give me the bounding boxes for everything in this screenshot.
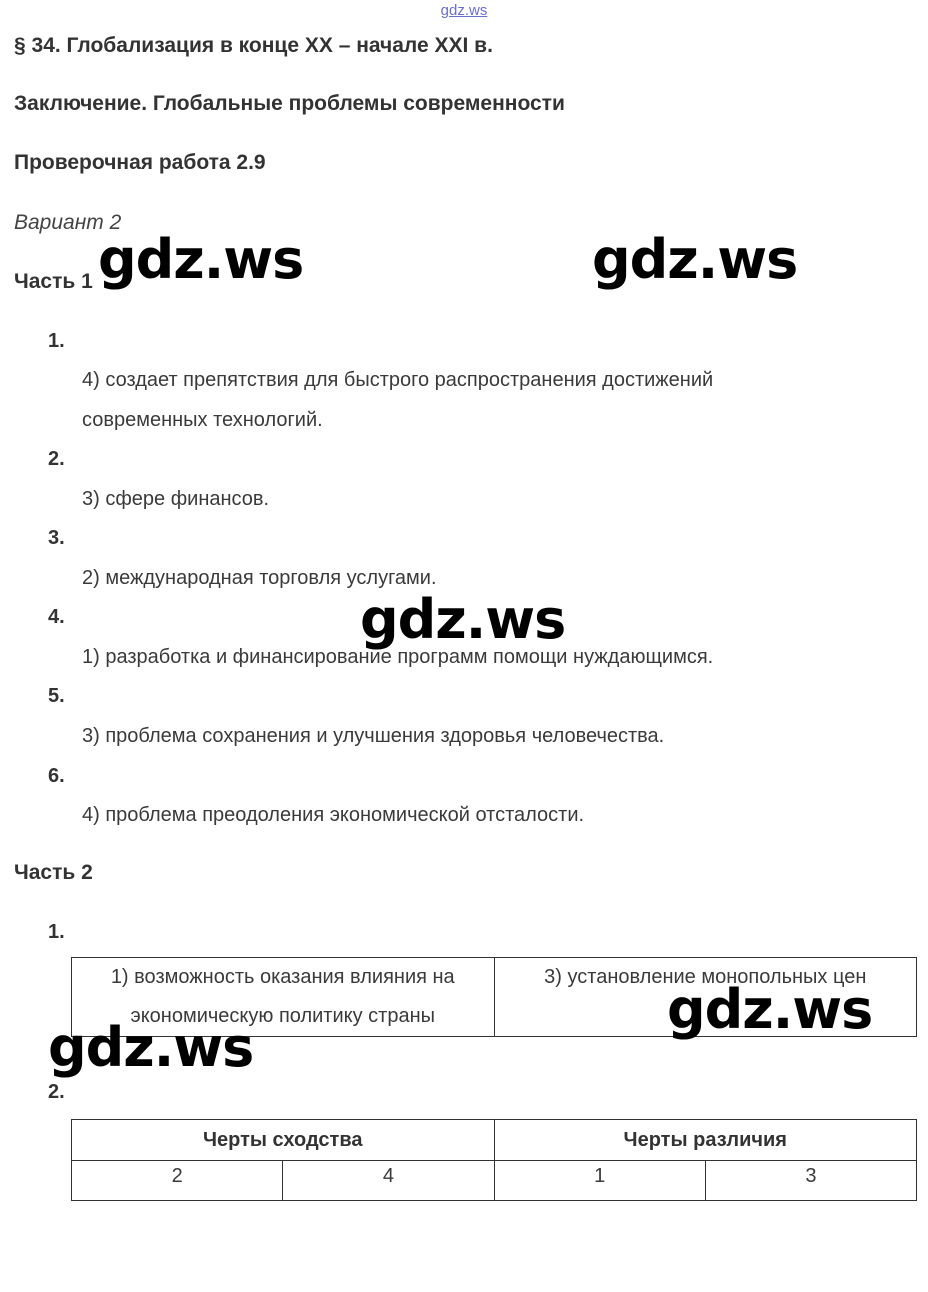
table-header-differences: Черты различия bbox=[494, 1120, 917, 1161]
question-number: 2. bbox=[48, 1081, 65, 1103]
part2-heading: Часть 2 bbox=[14, 861, 93, 884]
conclusion-heading: Заключение. Глобальные проблемы современности bbox=[14, 92, 565, 115]
answer-text: 3) сфере финансов. bbox=[82, 488, 270, 510]
table-cell: 3) установление монопольных цен bbox=[494, 958, 917, 1037]
question-number: 5. bbox=[48, 685, 65, 707]
watermark: gdz.ws bbox=[592, 228, 798, 291]
question-number: 3. bbox=[48, 527, 65, 549]
table-cell: 4 bbox=[283, 1161, 494, 1201]
answer-text: 2) международная торговля услугами. bbox=[82, 567, 437, 589]
table-cell: 1 bbox=[494, 1161, 705, 1201]
question-number: 1. bbox=[48, 330, 65, 352]
question-number: 1. bbox=[48, 921, 65, 943]
test-heading: Проверочная работа 2.9 bbox=[14, 151, 266, 174]
section-heading: § 34. Глобализация в конце ХХ – начале XXI в. bbox=[14, 34, 493, 57]
variant-label: Вариант 2 bbox=[14, 211, 122, 234]
table-cell: 3 bbox=[705, 1161, 916, 1201]
watermark: gdz.ws bbox=[667, 978, 873, 1041]
watermark: gdz.ws bbox=[98, 228, 304, 291]
part1-heading: Часть 1 bbox=[14, 270, 93, 293]
answer-table-2 bbox=[71, 1119, 917, 1201]
answer-text: 1) разработка и финансирование программ помощи нуждающимся. bbox=[82, 646, 714, 668]
table-header-similarities: Черты сходства bbox=[72, 1120, 495, 1161]
question-number: 6. bbox=[48, 765, 65, 787]
top-watermark: gdz.ws bbox=[440, 2, 488, 19]
table-cell: 2 bbox=[72, 1161, 283, 1201]
answer-text: 3) проблема сохранения и улучшения здоровья человечества. bbox=[82, 725, 665, 747]
answer-text: 4) проблема преодоления экономической отсталости. bbox=[82, 804, 585, 826]
question-number: 4. bbox=[48, 606, 65, 628]
table-cell: 1) возможность оказания влияния на экономическую политику страны bbox=[72, 958, 495, 1037]
question-number: 2. bbox=[48, 448, 65, 470]
watermark: gdz.ws bbox=[360, 588, 566, 651]
answer-text: 4) создает препятствия для быстрого распространения достижений bbox=[82, 369, 714, 391]
watermark: gdz.ws bbox=[48, 1016, 254, 1079]
answer-text: современных технологий. bbox=[82, 409, 323, 431]
